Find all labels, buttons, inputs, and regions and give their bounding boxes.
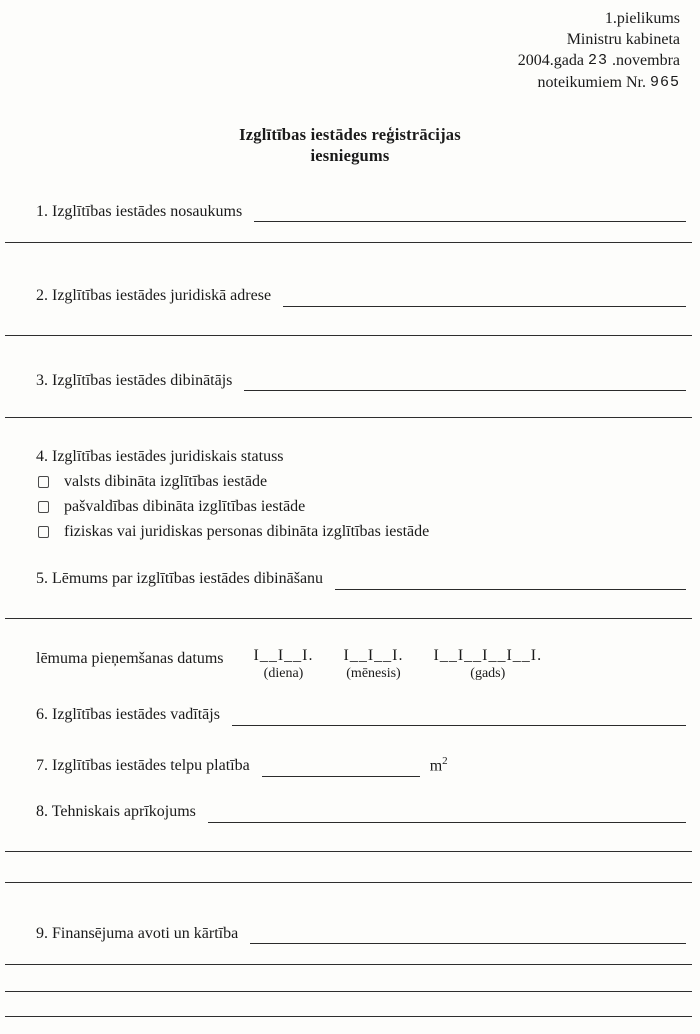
field-2-label: 2. Izglītības iestādes juridiskā adrese bbox=[36, 287, 272, 305]
field-2-extra-line[interactable] bbox=[5, 335, 692, 336]
date-year-group bbox=[433, 647, 542, 682]
field-7-row bbox=[36, 754, 686, 777]
checkbox-pasvaldibas[interactable] bbox=[38, 501, 49, 513]
field-9-input-line[interactable] bbox=[250, 940, 686, 944]
field-8-label: 8. Tehniskais aprīkojums bbox=[36, 802, 196, 820]
field-3-label: 3. Izglītības iestādes dibinātājs bbox=[36, 371, 233, 389]
checkbox-fiziskas[interactable] bbox=[38, 526, 49, 538]
field-9-extra-line-3[interactable] bbox=[5, 1016, 692, 1017]
field-9-extra-line-2[interactable] bbox=[5, 991, 692, 992]
annex-day-value: 23 bbox=[588, 52, 609, 70]
date-month-caption: (mēnesis) bbox=[346, 665, 401, 681]
field-9-row bbox=[36, 923, 686, 945]
field-7-label: 7. Izglītības iestādes telpu platība bbox=[36, 757, 250, 775]
field-1-extra-line[interactable] bbox=[5, 242, 692, 243]
status-option-pasvaldibas bbox=[38, 497, 700, 518]
date-month-group bbox=[344, 647, 404, 682]
annex-number-value: 965 bbox=[649, 74, 680, 92]
decision-date-row bbox=[36, 647, 686, 682]
field-3-input-line[interactable] bbox=[244, 387, 686, 391]
field-8-extra-line-1[interactable] bbox=[5, 851, 692, 852]
field-9-extra-line-1[interactable] bbox=[5, 964, 692, 965]
field-1-input-line[interactable] bbox=[254, 218, 686, 222]
date-year-boxes[interactable]: I__I__I__I__I. bbox=[433, 647, 543, 665]
status-option-valsts bbox=[38, 472, 700, 493]
field-5-extra-line[interactable] bbox=[5, 618, 692, 619]
field-7-unit: $m^2$ bbox=[429, 755, 448, 775]
annex-line-2: Ministru kabineta bbox=[566, 31, 680, 49]
field-8-extra-line-2[interactable] bbox=[5, 882, 692, 883]
status-option-fiziskas bbox=[38, 522, 700, 543]
date-year-caption: (gads) bbox=[470, 665, 506, 681]
field-2-row bbox=[36, 285, 686, 307]
form-title-line-2: iesniegums bbox=[310, 146, 390, 166]
date-day-boxes[interactable]: I__I__I. bbox=[253, 647, 314, 665]
field-5-row bbox=[36, 568, 686, 590]
field-8-input-line[interactable] bbox=[208, 819, 686, 823]
date-month-boxes[interactable]: I__I__I. bbox=[343, 647, 404, 665]
annex-reference bbox=[0, 0, 700, 94]
date-day-caption: (diena) bbox=[263, 665, 304, 681]
field-5-label: 5. Lēmums par izglītības iestādes dibināšanu bbox=[36, 570, 324, 588]
annex-line-3: 2004.gada 23 .novembra bbox=[517, 52, 680, 70]
field-6-row bbox=[36, 704, 686, 726]
form-title-line-1: Izglītības iestādes reģistrācijas bbox=[239, 124, 461, 144]
date-day-group bbox=[254, 647, 314, 682]
field-2-input-line[interactable] bbox=[283, 303, 686, 307]
annex-line-4: noteikumiem Nr. 965 bbox=[537, 74, 680, 92]
field-6-label: 6. Izglītības iestādes vadītājs bbox=[36, 706, 220, 724]
annex-line-1: 1.pielikums bbox=[604, 10, 680, 27]
field-6-input-line[interactable] bbox=[232, 722, 686, 726]
field-8-row bbox=[36, 801, 686, 823]
form-title bbox=[0, 124, 700, 167]
field-4-label: 4. Izglītības iestādes juridiskais statuss bbox=[36, 448, 284, 466]
field-1-row bbox=[36, 201, 686, 223]
field-3-extra-line[interactable] bbox=[5, 417, 692, 418]
field-7-input-line[interactable] bbox=[262, 773, 420, 777]
field-1-label: 1. Izglītības iestādes nosaukums bbox=[36, 202, 243, 220]
checkbox-valsts[interactable] bbox=[38, 476, 49, 488]
status-option-valsts-label: valsts dibināta izglītības iestāde bbox=[64, 473, 268, 491]
decision-date-label: lēmuma pieņemšanas datums bbox=[36, 650, 224, 668]
field-9-label: 9. Finansējuma avoti un kārtība bbox=[36, 924, 239, 942]
field-5-input-line[interactable] bbox=[335, 586, 686, 590]
status-option-fiziskas-label: fiziskas vai juridiskas personas dibināta izglītības iestāde bbox=[64, 522, 430, 540]
field-3-row bbox=[36, 370, 686, 392]
status-option-pasvaldibas-label: pašvaldības dibināta izglītības iestāde bbox=[64, 497, 306, 515]
